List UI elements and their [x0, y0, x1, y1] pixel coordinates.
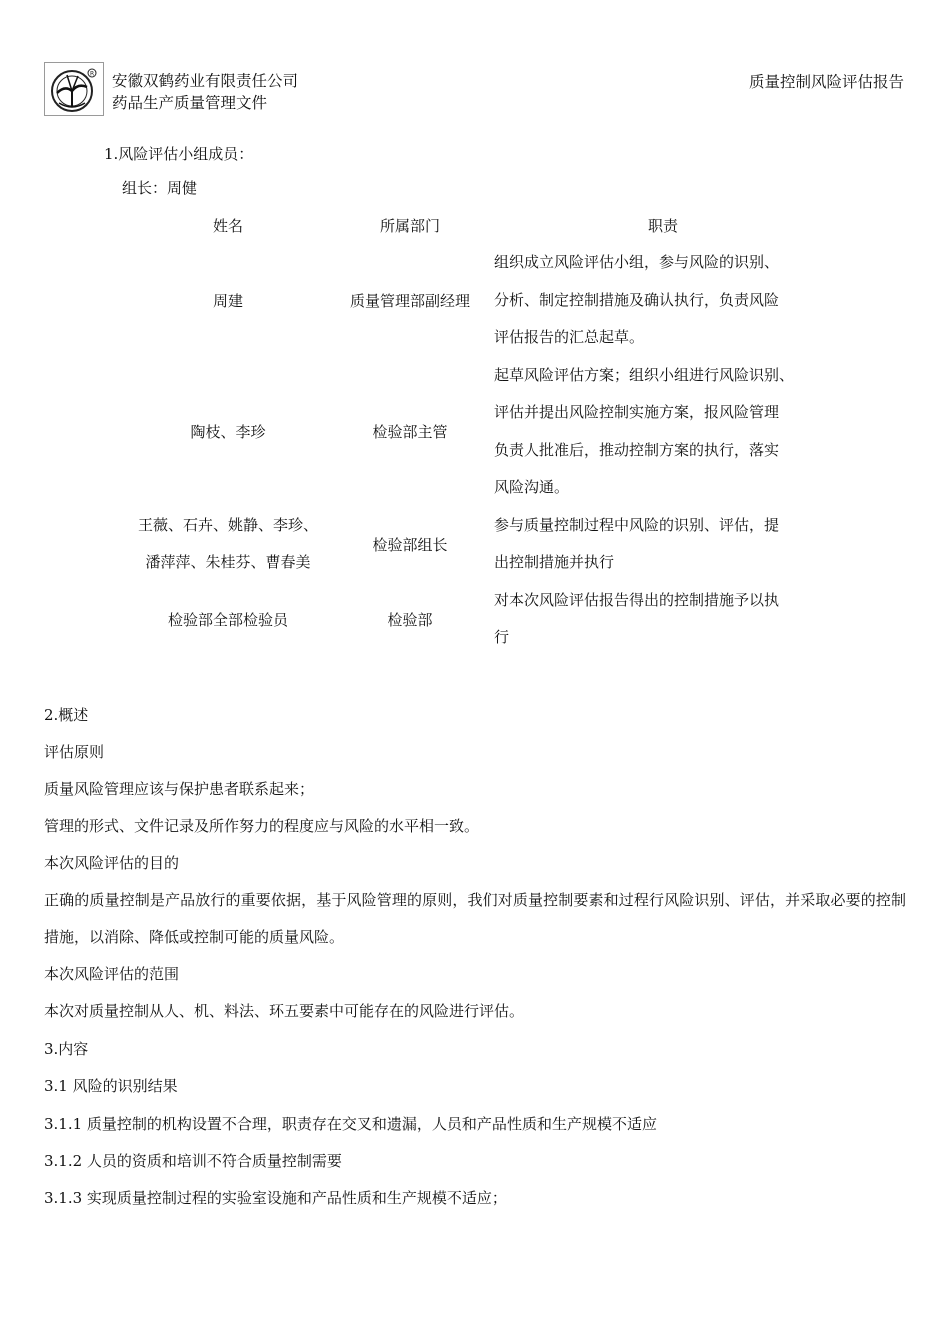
- principle-title: 评估原则: [44, 743, 105, 761]
- section3-subheading: 3.1 风险的识别结果: [44, 1077, 178, 1095]
- page-header: [44, 62, 904, 118]
- member-name: [118, 244, 338, 357]
- table-row: [118, 357, 832, 507]
- member-name-line: 王薇、石卉、姚静、李珍、: [137, 515, 318, 534]
- member-dept: 检验部: [387, 610, 433, 629]
- purpose-title: 本次风险评估的目的: [44, 854, 180, 872]
- member-name: [118, 582, 338, 657]
- duty-line: 风险沟通。: [494, 478, 570, 496]
- company-block: [112, 70, 298, 114]
- purpose-text: 正确的质量控制是产品放行的重要依据，基于风险管理的原则，我们对质量控制要素和过程行风险识别、评估，并采取必要的控制措施，以消除、降低或控制可能的质量风险。: [44, 891, 906, 946]
- column-header-dept: 所属部门: [379, 216, 440, 235]
- scope-title: 本次风险评估的范围: [44, 965, 180, 983]
- duty-line: 评估报告的汇总起草。: [494, 328, 645, 346]
- duty-line: 出控制措施并执行: [494, 553, 615, 571]
- section2-heading: 2.概述: [44, 706, 89, 724]
- principle-item: 管理的形式、文件记录及所作努力的程度应与风险的水平相一致。: [44, 817, 480, 835]
- member-dept: 检验部组长: [372, 535, 448, 554]
- table-header-row: [118, 206, 832, 244]
- table-row: [118, 507, 832, 582]
- duty-line: 参与质量控制过程中风险的识别、评估，提: [494, 515, 780, 534]
- scope-text: 本次对质量控制从人、机、料法、环五要素中可能存在的风险进行评估。: [44, 1002, 525, 1020]
- member-name: [118, 507, 338, 582]
- duty-line: 负责人批准后，推动控制方案的执行，落实: [494, 440, 780, 459]
- member-duty: [482, 582, 832, 657]
- member-name-line: 潘萍萍、朱桂芬、曹春美: [145, 553, 311, 571]
- duty-line: 起草风险评估方案；组织小组进行风险识别、: [494, 365, 795, 384]
- company-name: 安徽双鹤药业有限责任公司: [112, 72, 299, 90]
- section3-heading: 3.内容: [44, 1040, 89, 1058]
- member-name-line: 陶枝、李珍: [190, 423, 266, 441]
- table-row: [118, 244, 832, 357]
- member-duty: [482, 244, 832, 357]
- report-title: 质量控制风险评估报告: [748, 73, 904, 91]
- team-leader: 组长：周健: [122, 179, 198, 197]
- duty-line: 行: [494, 628, 510, 646]
- duty-line: 分析、制定控制措施及确认执行，负责风险: [494, 290, 780, 309]
- member-duty: [482, 357, 832, 507]
- members-table: [118, 206, 832, 657]
- svg-text:R: R: [90, 70, 95, 78]
- member-dept: 质量管理部副经理: [349, 291, 470, 310]
- section1-heading: 1.风险评估小组成员：: [104, 145, 254, 163]
- principle-item: 质量风险管理应该与保护患者联系起来；: [44, 780, 315, 798]
- risk-item: 3.1.2 人员的资质和培训不符合质量控制需要: [44, 1152, 342, 1170]
- member-name: [118, 357, 338, 507]
- member-duty: [482, 507, 832, 582]
- risk-item: 3.1.1 质量控制的机构设置不合理，职责存在交叉和遗漏，人员和产品性质和生产规模不适应: [44, 1115, 657, 1133]
- duty-line: 组织成立风险评估小组，参与风险的识别、: [494, 253, 780, 271]
- duty-line: 评估并提出风险控制实施方案，报风险管理: [494, 403, 780, 421]
- risk-item: 3.1.3 实现质量控制过程的实验室设施和产品性质和生产规模不适应；: [44, 1189, 507, 1207]
- document-category: 药品生产质量管理文件: [112, 94, 268, 112]
- column-header-name: 姓名: [212, 216, 243, 235]
- member-dept: 检验部主管: [372, 423, 448, 441]
- member-name-line: 周建: [212, 291, 243, 310]
- duty-line: 对本次风险评估报告得出的控制措施予以执: [494, 590, 780, 609]
- column-header-duty: 职责: [647, 216, 678, 235]
- crane-logo-icon: [44, 62, 104, 116]
- member-name-line: 检验部全部检验员: [167, 610, 288, 629]
- table-row: [118, 582, 832, 657]
